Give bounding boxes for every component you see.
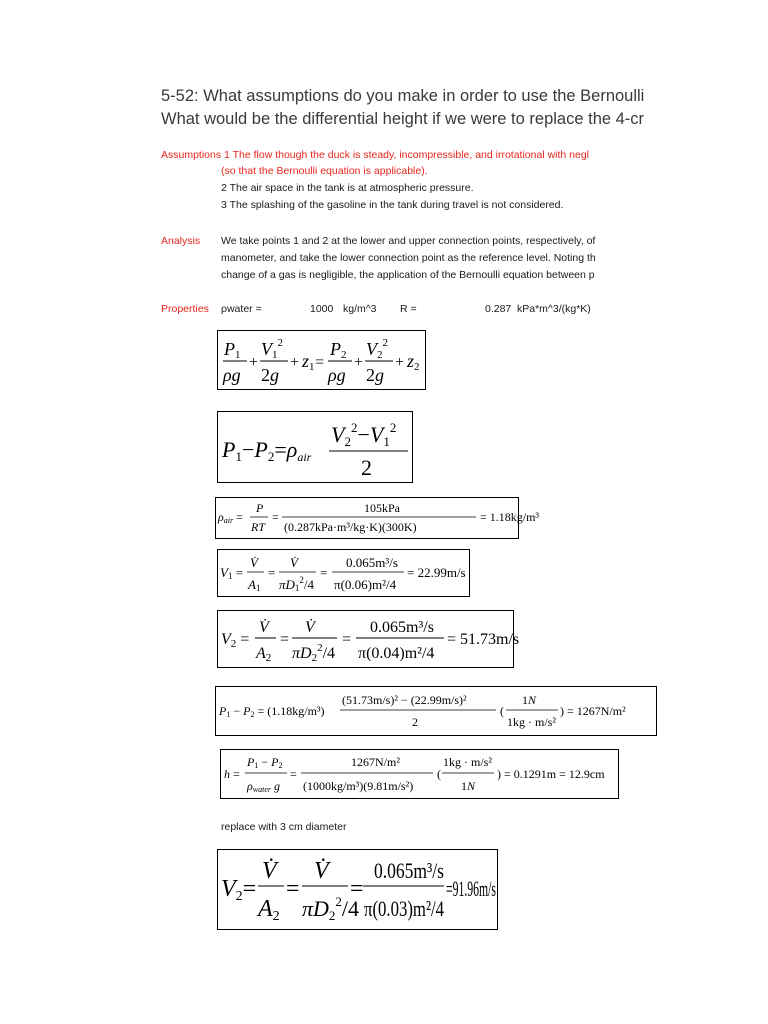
- svg-text:1N: 1N: [461, 779, 476, 793]
- v2-replaced-denominator: π(0.03)m²/4: [364, 896, 444, 921]
- gas-constant-unit: kPa*m^3/(kg*K): [517, 303, 591, 315]
- svg-text:V̇: V̇: [259, 619, 269, 636]
- pressure-difference-equation: [217, 411, 413, 483]
- svg-text:V2=: V2=: [221, 876, 257, 904]
- rho-water-value: 1000: [310, 303, 334, 315]
- bernoulli-equation: [217, 330, 426, 390]
- air-density-numerator: 105kPa: [364, 501, 400, 515]
- svg-text:+: +: [249, 354, 259, 371]
- svg-text:RT: RT: [251, 520, 266, 534]
- svg-text:1N: 1N: [522, 693, 537, 707]
- assumptions-label: Assumptions 1 The flow though the duck is steady, incompressible, and irrotational with negl: [161, 149, 590, 161]
- v1-numerator: 0.065m³/s: [346, 555, 398, 570]
- v2-equation: [217, 610, 520, 668]
- v1-equation: [217, 549, 470, 597]
- svg-text:=: =: [286, 876, 300, 902]
- pressure-difference-numeric: [215, 686, 657, 736]
- svg-text:V1 =: V1 =: [220, 565, 244, 581]
- svg-text:1kg · m/s²: 1kg · m/s²: [507, 715, 556, 729]
- properties-label: Properties: [161, 303, 209, 315]
- v2-replaced-numerator: 0.065m³/s: [374, 858, 444, 883]
- gas-constant-label: R =: [400, 303, 417, 315]
- analysis-line-2: manometer, and take the lower connection point as the reference level. Noting th: [221, 252, 596, 264]
- svg-text:V̇: V̇: [262, 858, 277, 884]
- svg-text:P: P: [256, 501, 264, 515]
- dp-denominator: 2: [412, 715, 418, 729]
- svg-text:A2: A2: [258, 896, 280, 924]
- svg-text:+: +: [395, 354, 405, 371]
- h-denominator: (1000kg/m³)(9.81m/s²): [303, 779, 414, 793]
- svg-text:ρair =: ρair =: [218, 510, 243, 525]
- svg-text:=: =: [320, 565, 328, 580]
- svg-text:P1 − P2 = (1.18kg/m³): P1 − P2 = (1.18kg/m³): [219, 704, 325, 719]
- svg-text:A1: A1: [248, 577, 261, 593]
- svg-text:(: (: [437, 767, 441, 781]
- svg-text:2g: 2g: [366, 365, 384, 385]
- air-density-denominator: (0.287kPa·m³/kg·K)(300K): [284, 520, 417, 534]
- svg-text:V22−V12: $V2^2-V1^2$: [331, 420, 397, 449]
- svg-text:V12: $V1^2$: [261, 337, 283, 361]
- svg-text:V̇: V̇: [314, 858, 329, 884]
- svg-text:=: =: [315, 354, 325, 371]
- svg-text:P2: P2: [330, 339, 347, 361]
- svg-text:P1: P1: [224, 339, 241, 361]
- svg-text:V2 =: V2 =: [221, 631, 250, 650]
- svg-text:=: =: [350, 876, 364, 902]
- analysis-line-1: We take points 1 and 2 at the lower and upper connection points, respectively, of: [221, 235, 596, 247]
- svg-text:ρwater g: ρwater g: [247, 779, 280, 794]
- svg-text:=: =: [342, 631, 352, 648]
- svg-text:P1−P2=ρair: P1−P2=ρair: [222, 437, 312, 464]
- air-density-equation: [215, 497, 540, 539]
- replace-note: replace with 3 cm diameter: [221, 821, 347, 833]
- svg-text:=: =: [290, 767, 297, 781]
- v2-denominator: π(0.04)m²/4: [358, 645, 435, 662]
- svg-text:V̇: V̇: [290, 555, 298, 570]
- svg-text:=: =: [268, 565, 276, 580]
- h-numerator: 1267N/m²: [351, 755, 400, 769]
- assumption-3: 3 The splashing of the gasoline in the tank during travel is not considered.: [221, 199, 564, 211]
- analysis-label: Analysis: [161, 235, 201, 247]
- svg-text:(: (: [500, 704, 504, 718]
- svg-text:+: +: [290, 354, 300, 371]
- v1-denominator: π(0.06)m²/4: [334, 577, 397, 592]
- svg-text:πD12/4: $\pi D1^2/4$: [279, 575, 315, 593]
- svg-text:V22: $V2^2$: [366, 337, 388, 361]
- air-density-result: = 1.18kg/m³: [480, 510, 540, 524]
- svg-text:V̇: V̇: [250, 555, 258, 570]
- v2-replaced-result: =91.96m/s: [446, 876, 496, 901]
- svg-text:ρg: ρg: [328, 365, 346, 385]
- v2-result: = 51.73m/s: [447, 631, 520, 648]
- svg-text:2g: 2g: [261, 365, 279, 385]
- v2-replaced-equation: [217, 849, 498, 930]
- v1-result: = 22.99m/s: [407, 565, 466, 580]
- assumption-1b: (so that the Bernoulli equation is applicable).: [221, 165, 428, 177]
- svg-text:A2: A2: [256, 645, 272, 664]
- svg-text:+: +: [354, 354, 364, 371]
- dp-numerator: (51.73m/s)² − (22.99m/s)²: [342, 693, 467, 707]
- svg-text:=: =: [280, 631, 290, 648]
- svg-text:2: 2: [361, 455, 372, 480]
- svg-text:z1: z1: [302, 351, 315, 373]
- rho-water-unit: kg/m^3: [343, 303, 377, 315]
- rho-water-label: ρwater =: [221, 303, 262, 315]
- dp-result: ) = 1267N/m²: [560, 704, 626, 718]
- svg-text:h =: h =: [224, 767, 240, 781]
- svg-text:=: =: [272, 510, 279, 524]
- svg-text:z2: z2: [407, 351, 420, 373]
- svg-text:πD22/4: $\pi D2^2/4$: [292, 642, 336, 664]
- svg-text:1kg · m/s²: 1kg · m/s²: [443, 755, 492, 769]
- analysis-line-3: change of a gas is negligible, the application of the Bernoulli equation between p: [221, 269, 595, 281]
- problem-title-line-1: 5-52: What assumptions do you make in order to use the Bernoulli: [161, 87, 645, 105]
- svg-text:πD22/4: $\pi D2^2/4$: [302, 894, 360, 923]
- h-result: ) = 0.1291m = 12.9cm: [497, 767, 605, 781]
- svg-text:V̇: V̇: [305, 619, 315, 636]
- height-equation: [220, 749, 619, 799]
- svg-text:P1 − P2: P1 − P2: [247, 755, 283, 770]
- v2-numerator: 0.065m³/s: [370, 619, 434, 636]
- svg-text:ρg: ρg: [223, 365, 241, 385]
- gas-constant-value: 0.287: [485, 303, 512, 315]
- assumption-2: 2 The air space in the tank is at atmospheric pressure.: [221, 182, 474, 194]
- problem-title-line-2: What would be the differential height if we were to replace the 4-cr: [161, 110, 645, 128]
